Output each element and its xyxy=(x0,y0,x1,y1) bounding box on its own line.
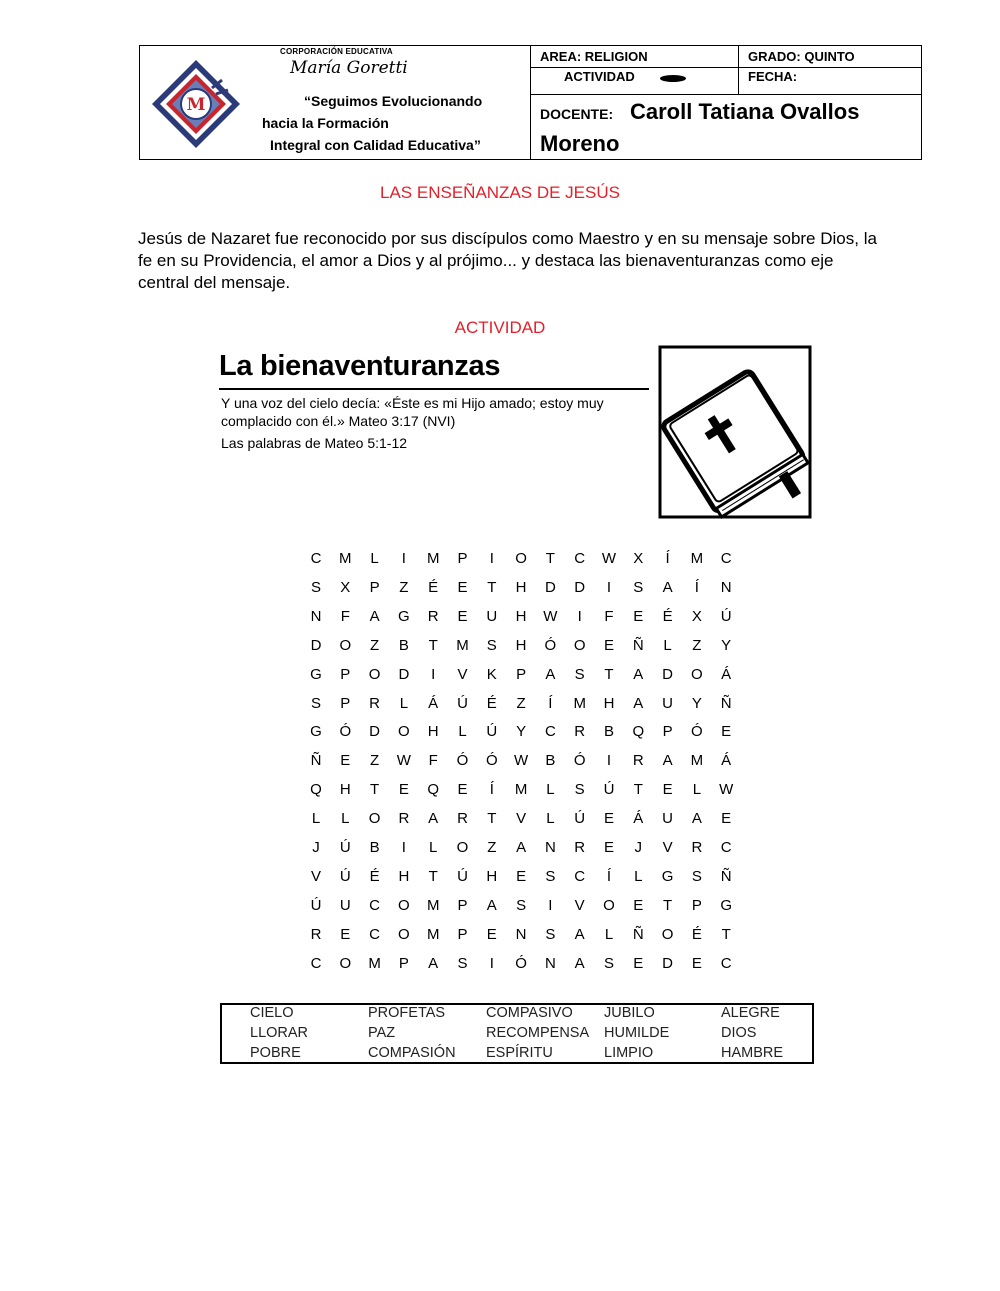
grid-letter[interactable]: L xyxy=(341,810,350,828)
grid-letter[interactable]: G xyxy=(310,665,322,683)
grid-letter[interactable]: R xyxy=(310,925,322,943)
grid-letter[interactable]: Y xyxy=(691,694,702,712)
grid-letter[interactable]: Á xyxy=(428,694,439,712)
grid-letter[interactable]: E xyxy=(457,578,468,596)
grid-letter[interactable]: M xyxy=(690,550,704,567)
grid-letter[interactable]: Í xyxy=(606,867,612,885)
grid-letter[interactable]: P xyxy=(662,723,673,741)
grid-letter[interactable]: M xyxy=(573,694,586,712)
grid-letter[interactable]: Ú xyxy=(310,896,322,914)
grid-letter[interactable]: O xyxy=(661,925,674,943)
grid-letter[interactable]: I xyxy=(606,578,612,596)
grid-letter[interactable]: L xyxy=(604,925,614,943)
grid-letter[interactable]: G xyxy=(310,723,322,741)
grid-letter[interactable]: D xyxy=(574,578,586,596)
grid-letter[interactable]: E xyxy=(486,925,497,943)
school-name: María Goretti xyxy=(290,58,408,78)
grid-letter[interactable]: C xyxy=(720,550,732,567)
grid-letter[interactable]: W xyxy=(601,550,617,567)
grid-row xyxy=(308,839,732,861)
grid-letter[interactable]: M xyxy=(690,752,704,770)
divider xyxy=(530,46,531,159)
grid-letter[interactable]: B xyxy=(603,723,614,741)
grid-row xyxy=(308,954,732,977)
grid-letter[interactable]: Ú xyxy=(339,839,351,856)
grid-row xyxy=(308,752,732,774)
grid-letter[interactable]: S xyxy=(486,636,497,654)
grid-letter[interactable]: E xyxy=(340,752,351,770)
grid-row xyxy=(308,781,734,803)
intro-paragraph: Jesús de Nazaret fue reconocido por sus discípulos como Maestro y en su mensaje sobre Dios, la fe en su Providencia, el amor a Dios y al prójimo... y destaca las bienaventuranzas como eje central del mensaje. xyxy=(138,229,877,292)
motto-line: hacia la Formación xyxy=(262,115,389,131)
grid-letter[interactable]: S xyxy=(310,578,321,596)
grid-letter[interactable]: A xyxy=(662,752,673,770)
grid-letter[interactable]: Ú xyxy=(486,723,498,741)
grid-letter[interactable]: H xyxy=(398,867,410,885)
grid-letter[interactable]: W xyxy=(514,752,529,770)
grid-letter[interactable]: Ó xyxy=(515,954,527,972)
grid-letter[interactable]: G xyxy=(398,607,410,625)
grid-letter[interactable]: D xyxy=(369,723,381,741)
grid-letter[interactable]: M xyxy=(456,636,469,654)
grid-letter[interactable]: Ú xyxy=(720,607,732,625)
grid-letter[interactable]: S xyxy=(633,578,644,596)
grid-letter[interactable]: U xyxy=(339,896,351,914)
grid-letter[interactable]: E xyxy=(398,781,409,799)
word-list-item: ESPÍRITU xyxy=(486,1045,553,1061)
grid-letter[interactable]: E xyxy=(603,810,614,828)
grid-letter[interactable]: U xyxy=(662,810,674,828)
grid-letter[interactable]: Í xyxy=(665,550,670,567)
grid-letter[interactable]: P xyxy=(340,694,351,712)
word-list-item: HUMILDE xyxy=(604,1025,670,1041)
grid-letter[interactable]: O xyxy=(339,636,352,654)
answer-oval-icon[interactable] xyxy=(660,75,686,82)
grid-letter[interactable]: E xyxy=(633,954,644,972)
grid-letter[interactable]: X xyxy=(633,550,644,567)
word-list-item: POBRE xyxy=(250,1045,301,1061)
grid-letter[interactable]: Ñ xyxy=(720,867,732,885)
grid-letter[interactable]: C xyxy=(544,723,556,741)
motto-line: Integral con Calidad Educativa” xyxy=(270,137,481,153)
grid-letter[interactable]: Ú xyxy=(574,810,586,828)
grid-letter[interactable]: S xyxy=(603,954,614,972)
grid-letter[interactable]: T xyxy=(428,867,438,885)
grid-letter[interactable]: Q xyxy=(632,723,645,741)
word-list-item: RECOMPENSA xyxy=(486,1025,590,1041)
grid-letter[interactable]: S xyxy=(457,954,468,972)
grid-letter[interactable]: L xyxy=(546,810,555,828)
grid-letter[interactable]: Ñ xyxy=(720,694,732,712)
grid-letter[interactable]: Ó xyxy=(544,636,557,654)
word-list-item: CIELO xyxy=(250,1005,294,1021)
grid-letter[interactable]: V xyxy=(310,867,321,885)
grid-letter[interactable]: A xyxy=(369,607,380,625)
grid-letter[interactable]: N xyxy=(544,954,556,972)
grid-letter[interactable]: T xyxy=(487,578,497,596)
word-list-item: DIOS xyxy=(721,1025,757,1041)
grid-letter[interactable]: Ó xyxy=(691,723,703,741)
grid-letter[interactable]: Z xyxy=(370,636,380,654)
grid-letter[interactable]: A xyxy=(428,810,439,828)
grid-letter[interactable]: W xyxy=(719,781,734,799)
grid-letter[interactable]: I xyxy=(431,665,436,683)
grid-letter[interactable]: A xyxy=(662,578,673,596)
grid-letter[interactable]: S xyxy=(574,781,585,799)
grid-letter[interactable]: E xyxy=(633,607,644,625)
grid-letter[interactable]: J xyxy=(634,839,643,856)
grid-letter[interactable]: R xyxy=(632,752,644,770)
grid-letter[interactable]: Z xyxy=(399,578,409,596)
grid-letter[interactable]: L xyxy=(399,694,409,712)
grid-letter[interactable]: L xyxy=(370,550,379,567)
grid-letter[interactable]: P xyxy=(398,954,409,972)
grid-letter[interactable]: Ó xyxy=(573,752,586,770)
grid-row xyxy=(308,896,733,919)
grid-letter[interactable]: L xyxy=(692,781,702,799)
grid-letter[interactable]: F xyxy=(428,752,438,770)
grid-letter[interactable]: O xyxy=(456,839,469,856)
grid-letter[interactable]: P xyxy=(457,896,468,914)
grid-letter[interactable]: M xyxy=(426,925,440,943)
grid-letter[interactable]: S xyxy=(545,867,556,885)
grid-letter[interactable]: F xyxy=(604,607,614,625)
grid-letter[interactable]: Z xyxy=(370,752,380,770)
worksheet-title: La bienaventuranzas xyxy=(219,350,501,382)
grid-letter[interactable]: C xyxy=(720,839,732,856)
grid-letter[interactable]: I xyxy=(489,954,494,972)
grid-letter[interactable]: A xyxy=(574,954,585,972)
grid-letter[interactable]: W xyxy=(543,607,558,625)
grid-letter[interactable]: Ó xyxy=(485,752,498,770)
grid-letter[interactable]: B xyxy=(545,752,556,770)
grid-letter[interactable]: Ó xyxy=(456,752,469,770)
grid-letter[interactable]: C xyxy=(720,954,732,972)
grid-letter[interactable]: X xyxy=(340,578,351,596)
grid-letter[interactable]: Ú xyxy=(457,694,468,712)
corporation-label: CORPORACIÓN EDUCATIVA xyxy=(280,47,393,56)
grid-letter[interactable]: Z xyxy=(516,694,526,712)
grid-letter[interactable]: H xyxy=(515,636,527,654)
grid-letter[interactable]: E xyxy=(721,810,732,828)
grid-letter[interactable]: É xyxy=(486,694,497,712)
grid-letter[interactable]: D xyxy=(662,665,674,683)
grid-row xyxy=(308,723,732,745)
area-label: AREA: RELIGION xyxy=(540,49,648,64)
grid-letter[interactable]: W xyxy=(396,752,411,770)
grid-letter[interactable]: É xyxy=(691,925,702,943)
grid-letter[interactable]: Q xyxy=(427,781,440,799)
grid-letter[interactable]: T xyxy=(604,665,614,683)
page-title: LAS ENSEÑANZAS DE JESÚS xyxy=(380,183,620,202)
grid-letter[interactable]: V xyxy=(662,839,673,856)
grid-letter[interactable]: M xyxy=(368,954,381,972)
grid-letter[interactable]: S xyxy=(691,867,702,885)
grid-letter[interactable]: Ñ xyxy=(632,925,644,943)
grid-letter[interactable]: L xyxy=(311,810,321,828)
word-list-item: HAMBRE xyxy=(721,1045,784,1061)
grid-letter[interactable]: Z xyxy=(487,839,497,856)
grid-letter[interactable]: V xyxy=(574,896,585,914)
grid-letter[interactable]: E xyxy=(721,723,732,741)
grid-letter[interactable]: B xyxy=(398,636,409,654)
grid-letter[interactable]: C xyxy=(369,896,381,914)
grid-letter[interactable]: S xyxy=(310,694,321,712)
grid-letter[interactable]: Ñ xyxy=(310,752,322,770)
grid-letter[interactable]: M xyxy=(426,550,440,567)
grid-row xyxy=(308,925,731,948)
word-list-item: PAZ xyxy=(368,1025,396,1041)
grid-letter[interactable]: C xyxy=(369,925,381,943)
grid-letter[interactable]: R xyxy=(427,607,439,625)
grid-letter[interactable]: O xyxy=(515,550,527,567)
grid-letter[interactable]: E xyxy=(633,896,644,914)
grid-letter[interactable]: B xyxy=(369,839,380,856)
grid-letter[interactable]: U xyxy=(662,694,674,712)
grid-letter[interactable]: R xyxy=(574,723,586,741)
grid-letter[interactable]: O xyxy=(398,925,410,943)
grid-letter[interactable]: R xyxy=(369,694,381,712)
grid-letter[interactable]: S xyxy=(545,925,556,943)
grid-letter[interactable]: O xyxy=(398,896,410,914)
grid-letter[interactable]: H xyxy=(427,723,439,741)
grid-letter[interactable]: Y xyxy=(721,636,732,654)
word-list-item: JUBILO xyxy=(604,1005,655,1021)
grid-letter[interactable]: L xyxy=(429,839,438,856)
grid-letter[interactable]: X xyxy=(691,607,702,625)
grid-letter[interactable]: Á xyxy=(633,810,644,828)
grid-letter[interactable]: L xyxy=(663,636,672,654)
grid-letter[interactable]: A xyxy=(428,954,439,972)
school-logo-icon xyxy=(150,58,242,150)
grid-letter[interactable]: K xyxy=(486,665,497,683)
grid-letter[interactable]: Q xyxy=(310,781,322,799)
grade-label: GRADO: QUINTO xyxy=(748,49,855,64)
grid-letter[interactable]: Ú xyxy=(339,867,351,885)
grid-letter[interactable]: R xyxy=(574,839,586,856)
grid-letter[interactable]: Ñ xyxy=(632,636,644,654)
grid-letter[interactable]: H xyxy=(339,781,351,799)
grid-letter[interactable]: D xyxy=(398,665,410,683)
school-motto xyxy=(262,90,522,156)
motto-line: “Seguimos Evolucionando xyxy=(304,93,483,109)
grid-letter[interactable]: O xyxy=(368,810,381,828)
grid-letter[interactable]: O xyxy=(368,665,381,683)
word-list-item: COMPASIVO xyxy=(486,1005,573,1021)
grid-letter[interactable]: O xyxy=(691,665,703,683)
grid-letter[interactable]: O xyxy=(573,636,586,654)
scripture-reference: Las palabras de Mateo 5:1-12 xyxy=(221,435,408,451)
grid-letter[interactable]: R xyxy=(691,839,703,856)
grid-row xyxy=(308,578,732,601)
teacher-label: DOCENTE: xyxy=(540,106,614,122)
grid-letter[interactable]: Í xyxy=(694,578,699,596)
activity-field-label: ACTIVIDAD xyxy=(564,69,635,84)
word-list-item: LLORAR xyxy=(250,1025,309,1041)
grid-letter[interactable]: I xyxy=(606,752,612,770)
grid-letter[interactable]: G xyxy=(661,867,674,885)
teacher-name: Caroll Tatiana Ovallos Moreno xyxy=(540,99,860,156)
grid-letter[interactable]: C xyxy=(574,550,586,567)
svg-text:M: M xyxy=(186,95,206,115)
word-list xyxy=(220,1003,814,1064)
grid-letter[interactable]: A xyxy=(574,925,585,943)
grid-letter[interactable]: E xyxy=(516,867,527,885)
grid-letter[interactable]: O xyxy=(398,723,410,741)
grid-letter[interactable]: M xyxy=(339,550,352,567)
grid-letter[interactable]: T xyxy=(428,636,438,654)
grid-letter[interactable]: A xyxy=(516,839,527,856)
grid-letter[interactable]: A xyxy=(633,694,644,712)
grid-letter[interactable]: S xyxy=(516,896,527,914)
activity-heading: ACTIVIDAD xyxy=(454,318,546,337)
word-list-item: LIMPIO xyxy=(604,1045,654,1061)
grid-letter[interactable]: C xyxy=(310,550,322,567)
grid-letter[interactable]: Í xyxy=(548,694,553,712)
grid-letter[interactable]: N xyxy=(515,925,527,943)
grid-row xyxy=(308,665,732,688)
grid-letter[interactable]: Ú xyxy=(457,867,468,885)
grid-letter[interactable]: T xyxy=(545,550,555,567)
grid-letter[interactable]: L xyxy=(634,867,643,885)
grid-letter[interactable]: O xyxy=(339,954,352,972)
grid-letter[interactable]: H xyxy=(603,694,615,712)
grid-letter[interactable]: A xyxy=(691,810,702,828)
grid-letter[interactable]: Ó xyxy=(339,723,352,741)
word-list-item: ALEGRE xyxy=(721,1005,780,1021)
grid-letter[interactable]: T xyxy=(370,781,380,799)
grid-letter[interactable]: N xyxy=(310,607,322,625)
grid-letter[interactable]: U xyxy=(486,607,498,625)
grid-letter[interactable]: V xyxy=(516,810,527,828)
grid-letter[interactable]: E xyxy=(691,954,702,972)
divider xyxy=(530,67,922,68)
grid-row xyxy=(308,694,732,717)
grid-letter[interactable]: R xyxy=(457,810,468,828)
grid-letter[interactable]: J xyxy=(312,839,320,856)
grid-letter[interactable]: A xyxy=(486,896,497,914)
grid-letter[interactable]: T xyxy=(663,896,673,914)
grid-letter[interactable]: P xyxy=(369,578,380,596)
grid-letter[interactable]: É xyxy=(369,867,380,885)
grid-row xyxy=(308,636,732,659)
grid-letter[interactable]: I xyxy=(401,550,406,567)
grid-letter[interactable]: A xyxy=(545,665,556,683)
grid-letter[interactable]: A xyxy=(633,665,644,683)
grid-letter[interactable]: N xyxy=(720,578,732,596)
divider xyxy=(738,46,739,94)
grid-letter[interactable]: Í xyxy=(489,781,494,799)
grid-letter[interactable]: T xyxy=(721,925,731,943)
grid-letter[interactable]: G xyxy=(720,896,733,914)
grid-letter[interactable]: E xyxy=(662,781,673,799)
grid-letter[interactable]: N xyxy=(544,839,556,856)
grid-letter[interactable]: E xyxy=(457,781,468,799)
grid-letter[interactable]: T xyxy=(487,810,497,828)
grid-letter[interactable]: Á xyxy=(721,752,732,770)
grid-letter[interactable]: P xyxy=(516,665,527,683)
grid-letter[interactable]: L xyxy=(458,723,467,741)
bible-verse: Y una voz del cielo decía: «Éste es mi Hijo amado; estoy muy complacido con él.» Mateo 3:17 (NVI) xyxy=(221,395,604,429)
grid-letter[interactable]: I xyxy=(577,607,582,625)
grid-letter[interactable]: P xyxy=(691,896,702,914)
grid-letter[interactable]: Y xyxy=(516,723,527,741)
grid-letter[interactable]: H xyxy=(515,578,527,596)
grid-letter[interactable]: O xyxy=(603,896,615,914)
grid-letter[interactable]: Z xyxy=(692,636,702,654)
grid-letter[interactable]: T xyxy=(633,781,643,799)
grid-letter[interactable]: L xyxy=(546,781,555,799)
grid-letter[interactable]: V xyxy=(457,665,468,683)
grid-letter[interactable]: É xyxy=(428,578,439,596)
grid-letter[interactable]: F xyxy=(340,607,350,625)
word-list-item: PROFETAS xyxy=(368,1005,446,1021)
grid-letter[interactable]: D xyxy=(662,954,674,972)
grid-letter[interactable]: E xyxy=(603,839,614,856)
word-list-item: COMPASIÓN xyxy=(368,1045,456,1061)
date-field-label: FECHA: xyxy=(748,69,798,84)
grid-letter[interactable]: I xyxy=(489,550,494,567)
bible-icon xyxy=(656,345,824,523)
grid-row xyxy=(308,810,732,832)
grid-letter[interactable]: R xyxy=(398,810,410,828)
grid-letter[interactable]: É xyxy=(662,607,673,625)
grid-letter[interactable]: M xyxy=(514,781,528,799)
grid-row xyxy=(308,607,732,630)
grid-letter[interactable]: C xyxy=(574,867,586,885)
grid-letter[interactable]: P xyxy=(457,550,468,567)
grid-letter[interactable]: C xyxy=(310,954,322,972)
grid-row xyxy=(308,867,732,890)
grid-letter[interactable]: E xyxy=(603,636,614,654)
grid-row xyxy=(308,550,732,572)
grid-letter[interactable]: D xyxy=(310,636,322,654)
grid-letter[interactable]: E xyxy=(457,607,468,625)
grid-letter[interactable]: E xyxy=(340,925,351,943)
grid-letter[interactable]: H xyxy=(515,607,527,625)
grid-letter[interactable]: P xyxy=(340,665,351,683)
divider xyxy=(530,94,922,95)
grid-letter[interactable]: H xyxy=(486,867,498,885)
grid-letter[interactable]: Ú xyxy=(603,781,615,799)
grid-letter[interactable]: I xyxy=(548,896,553,914)
title-rule xyxy=(219,388,649,390)
grid-letter[interactable]: I xyxy=(401,839,406,856)
grid-letter[interactable]: P xyxy=(457,925,468,943)
grid-letter[interactable]: D xyxy=(544,578,556,596)
grid-letter[interactable]: S xyxy=(574,665,585,683)
grid-letter[interactable]: Á xyxy=(721,665,732,683)
grid-letter[interactable]: M xyxy=(426,896,440,914)
header-table xyxy=(139,45,922,160)
